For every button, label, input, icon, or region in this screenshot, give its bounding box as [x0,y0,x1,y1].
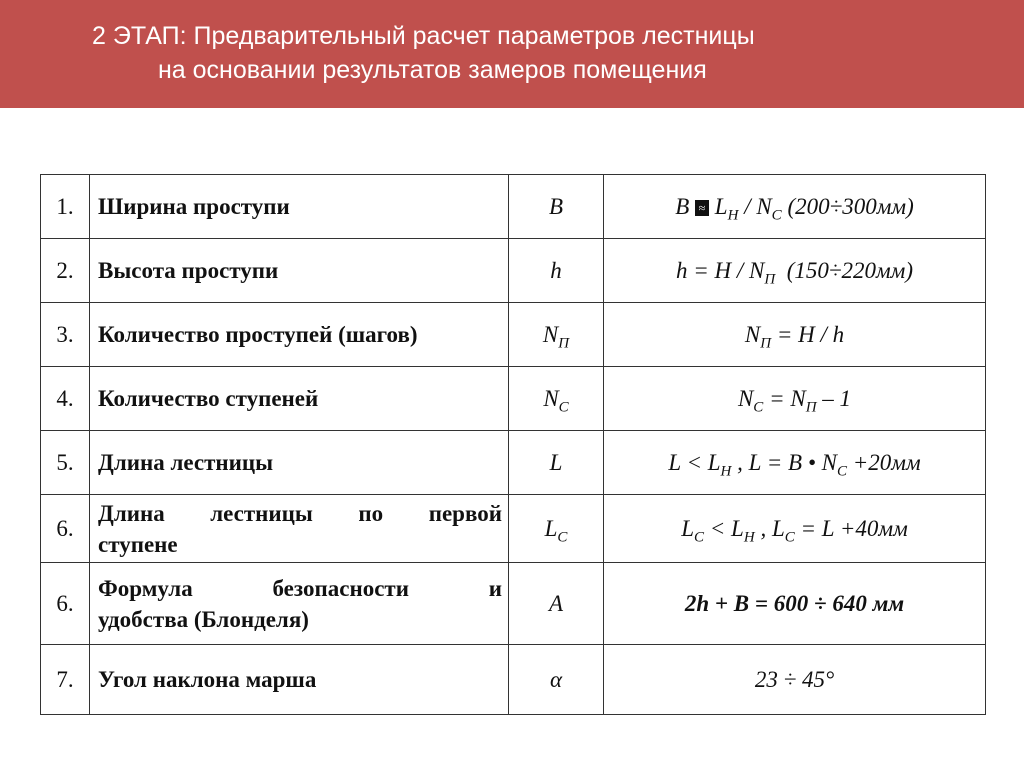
table-row [41,175,986,239]
parameter-symbol: A [509,563,604,645]
parameter-name: Высота проступи [90,239,509,303]
parameter-symbol: $L_C$ [509,495,604,563]
parameter-formula: $L < L_H$ , L = B • $N_C +20мм$ [604,431,986,495]
parameter-symbol: α [509,645,604,715]
row-number: 5. [41,431,90,495]
slide-title-line-2: на основании результатов замеров помещения [158,56,707,84]
row-number: 2. [41,239,90,303]
parameter-name: Длина лестницы по первой ступене [90,495,509,563]
parameter-formula: 2h + B = 600 ÷ 640 мм [604,563,986,645]
slide-title-line-1: 2 ЭТАП: Предварительный расчет параметров лестницы [92,22,755,50]
row-number: 6. [41,495,90,563]
table-row [41,303,986,367]
approx-symbol-icon: ≈ [695,200,709,216]
parameter-formula: $N_C = N_П - 1$ [604,367,986,431]
table-row [41,495,986,563]
parameter-symbol: L [509,431,604,495]
parameter-name: Количество ступеней [90,367,509,431]
parameter-symbol: $N_П$ [509,303,604,367]
parameter-formula: $N_П = H / h$ [604,303,986,367]
slide-header [0,0,1024,108]
row-number: 3. [41,303,90,367]
parameters-table [40,174,986,715]
parameter-formula: 23 ÷ 45° [604,645,986,715]
table-row [41,645,986,715]
parameter-symbol: h [509,239,604,303]
parameter-formula: $L_C < L_H$ , $L_C = L +40мм$ [604,495,986,563]
parameter-name: Количество проступей (шагов) [90,303,509,367]
table-row [41,239,986,303]
parameter-name: Угол наклона марша [90,645,509,715]
row-number: 6. [41,563,90,645]
table-row [41,563,986,645]
parameter-formula: $h = H / N_П$ (150÷220мм) [604,239,986,303]
parameter-formula: $B \approx L_H / N_C$ (200÷300мм) [604,175,986,239]
row-number: 7. [41,645,90,715]
parameter-name: Длина лестницы [90,431,509,495]
parameter-name: Ширина проступи [90,175,509,239]
table-row [41,367,986,431]
row-number: 4. [41,367,90,431]
parameter-name: Формула безопасности и удобства (Блонделя) [90,563,509,645]
parameter-symbol: B [509,175,604,239]
table-row [41,431,986,495]
row-number: 1. [41,175,90,239]
parameter-symbol: $N_C$ [509,367,604,431]
